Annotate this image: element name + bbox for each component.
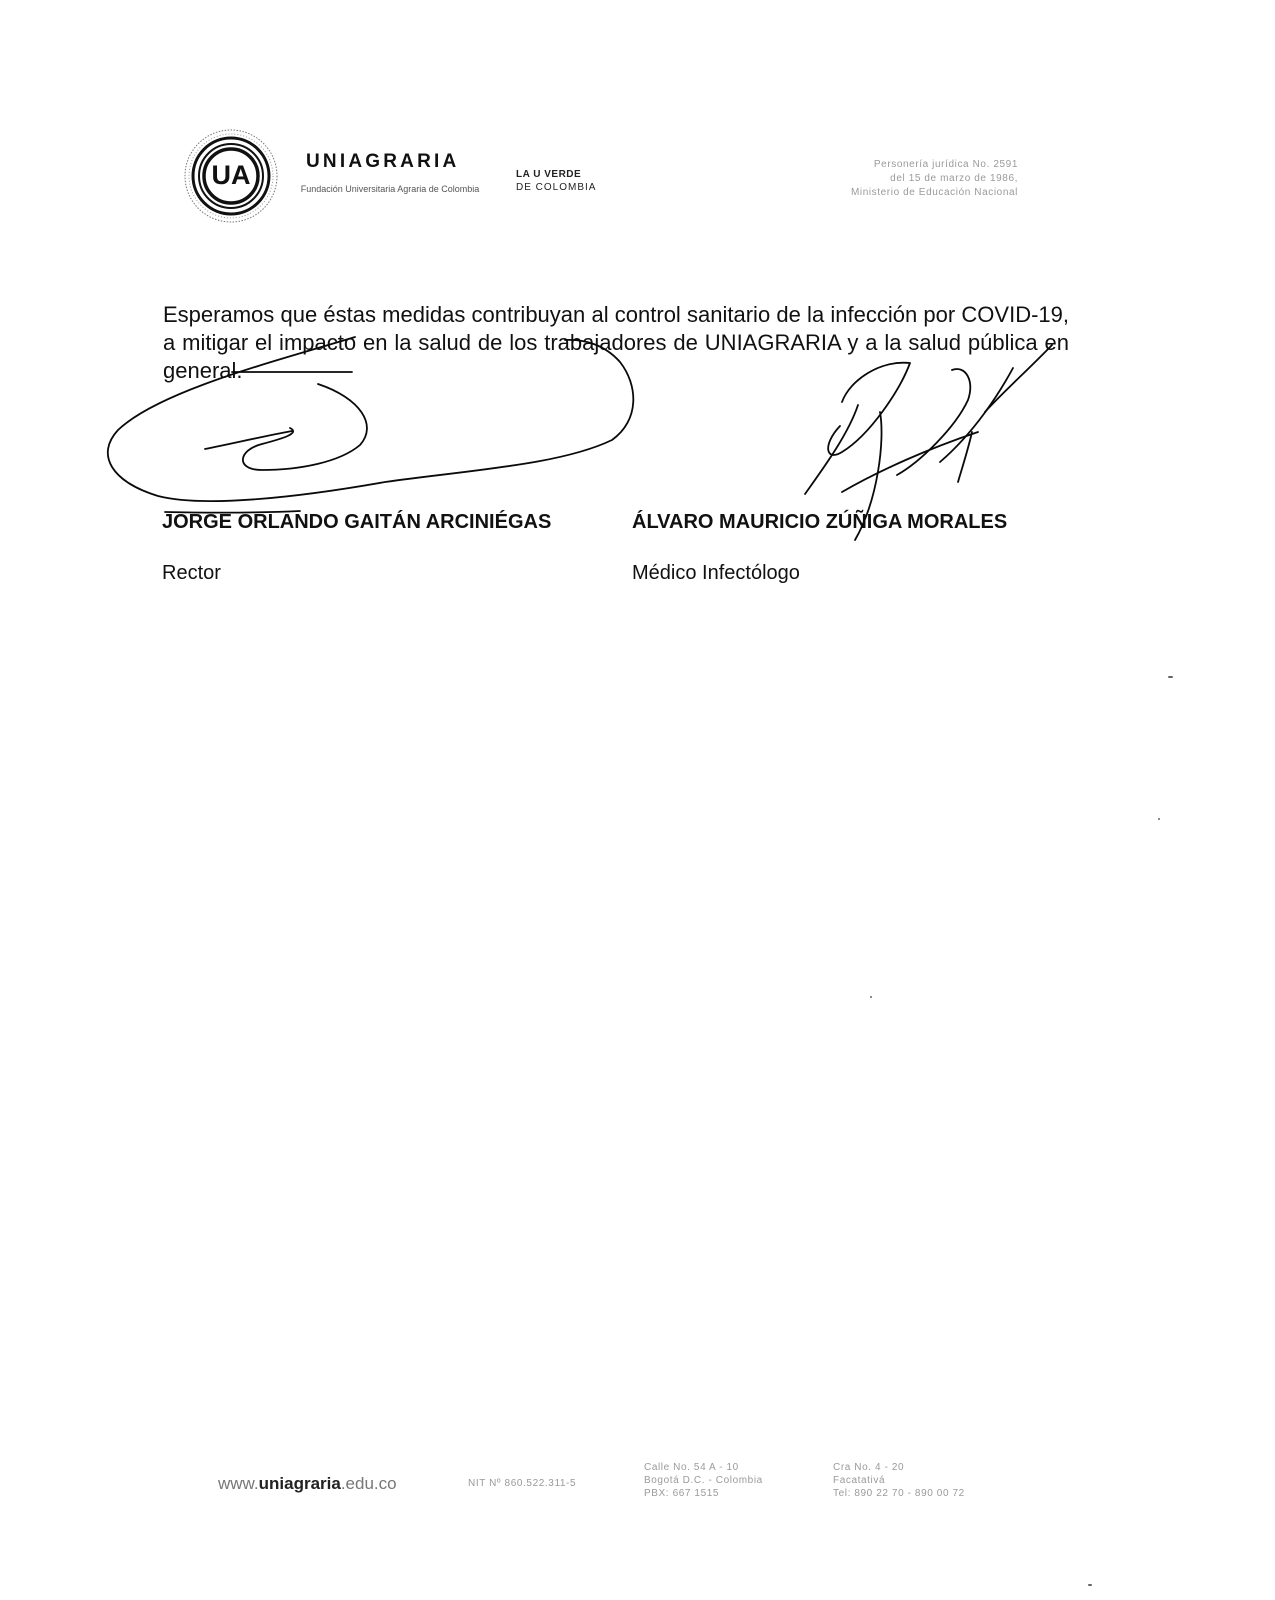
address-line: Calle No. 54 A - 10 [644, 1462, 739, 1473]
scan-speck [870, 996, 872, 998]
website-domain: uniagraria [258, 1474, 341, 1493]
footer-address-bogota [644, 1461, 763, 1500]
legal-line: del 15 de marzo de 1986, [890, 173, 1018, 184]
signatory-role-infectologist: Médico Infectólogo [632, 562, 800, 584]
legal-registration [760, 158, 1018, 200]
website-suffix: .edu.co [340, 1474, 397, 1493]
legal-line: Ministerio de Educación Nacional [850, 187, 1018, 198]
signatory-role-rector: Rector [162, 562, 221, 584]
footer-website [218, 1474, 397, 1494]
address-line: Facatativá [833, 1475, 886, 1486]
address-line: Cra No. 4 - 20 [833, 1462, 905, 1473]
scan-speck [1088, 1584, 1092, 1586]
closing-paragraph: Esperamos que éstas medidas contribuyan al control sanitario de la infección por COVID-19, a mitigar el impacto en la salud de los trabajadores de UNIAGRARIA y a la salud pública en general. [163, 302, 1069, 383]
address-line: Bogotá D.C. - Colombia [644, 1475, 763, 1486]
signature-rector-inner [243, 384, 367, 470]
address-line: Tel: 890 22 70 - 890 00 72 [833, 1488, 965, 1499]
footer-nit: NIT Nº 860.522.311-5 [468, 1478, 577, 1489]
signatory-name-rector: JORGE ORLANDO GAITÁN ARCINIÉGAS [162, 511, 552, 533]
signature-infectologist-stroke1 [805, 405, 858, 494]
slogan-line-2: DE COLOMBIA [516, 182, 597, 193]
signatory-name-infectologist: ÁLVARO MAURICIO ZÚÑIGA MORALES [632, 511, 1008, 533]
footer-address-facatativa [833, 1461, 965, 1500]
brand-name: UNIAGRARIA [306, 151, 460, 172]
legal-line: Personería jurídica No. 2591 [873, 159, 1018, 170]
slogan [516, 168, 596, 194]
logo-initials: UA [211, 160, 251, 190]
signature-infectologist-cross [842, 432, 978, 492]
signature-rector-stroke [205, 431, 292, 449]
scan-speck [1168, 676, 1173, 678]
brand-subtitle: Fundación Universitaria Agraria de Colombia [300, 184, 480, 194]
website-prefix: www. [218, 1474, 259, 1493]
scan-speck [1158, 818, 1160, 820]
signature-infectologist-down [958, 432, 972, 482]
slogan-line-1: LA U VERDE [516, 169, 582, 180]
address-line: PBX: 667 1515 [644, 1488, 720, 1499]
